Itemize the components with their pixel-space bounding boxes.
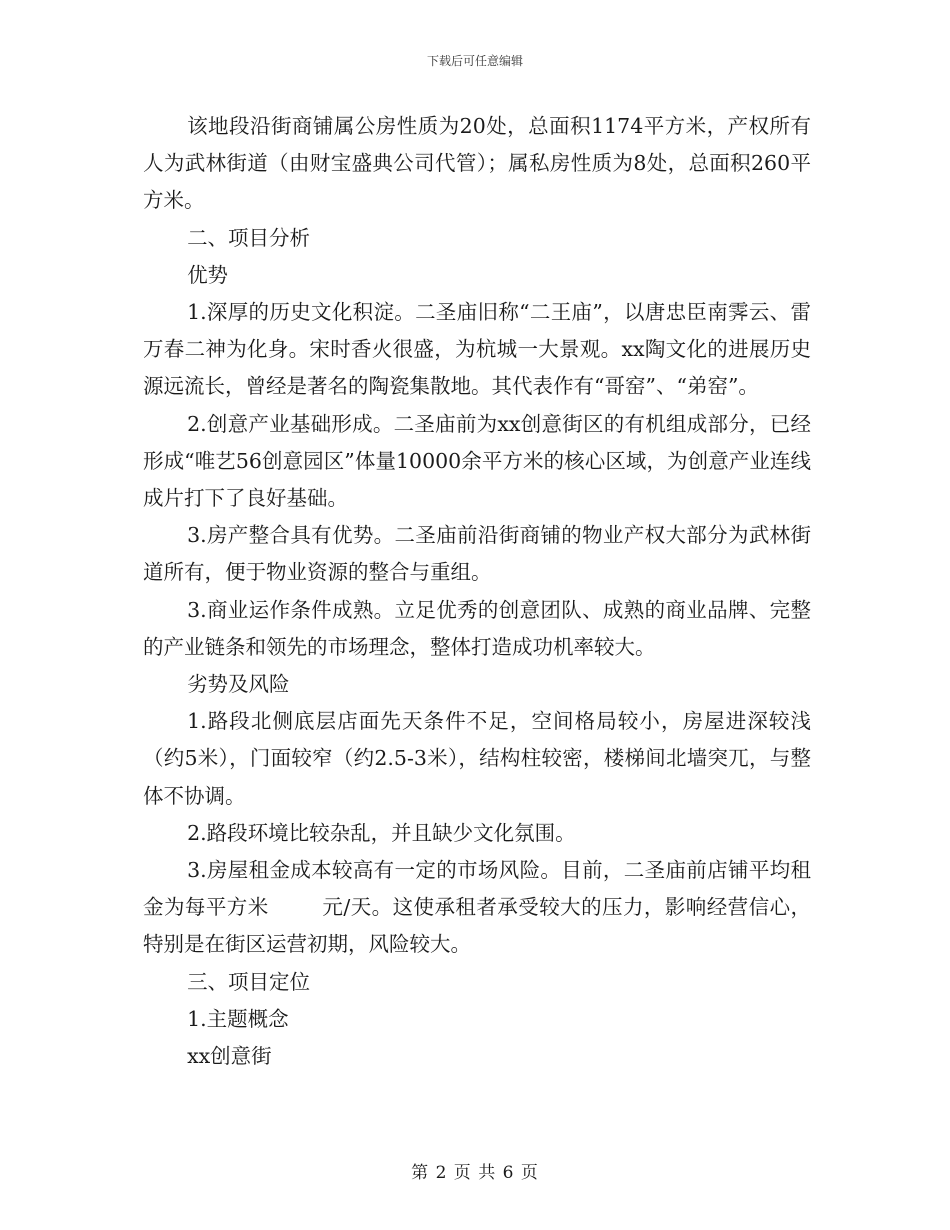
subheading-advantages: 优势: [187, 262, 229, 287]
paragraph-business-conditions: 3.商业运作条件成熟。立足优秀的创意团队、成熟的商业品牌、完整的产业链条和领先的市场理念，整体打造成功机率较大。: [143, 597, 811, 659]
subheading-theme-concept: 1.主题概念: [187, 1006, 289, 1031]
paragraph-property-info: 该地段沿街商铺属公房性质为20处，总面积1174平方米，产权所有人为武林街道（由财宝盛典公司代管）；属私房性质为8处，总面积260平方米。: [143, 114, 811, 213]
document-body: [143, 108, 811, 1075]
paragraph-history-culture: 1.深厚的历史文化积淀。二圣庙旧称“二王庙”，以唐忠臣南霁云、雷万春二神为化身。宋时香火很盛，为杭城一大景观。xx陶文化的进展历史源远流长，曾经是著名的陶瓷集散地。其代表作有“哥窑”、“弟窑”。: [143, 300, 811, 399]
page-footer: 第 2 页 共 6 页: [411, 1163, 539, 1183]
section-heading-positioning: 三、项目定位: [187, 969, 311, 994]
rent-text-before: 3.房屋租金成本较高有一定的市场风险。目前，二圣庙前店铺平均租金为每平方米: [143, 858, 811, 920]
rent-text-after: 元/天。这使承租者承受较大的压力，影响经营信心，特别是在街区运营初期，风险较大。: [143, 895, 812, 957]
paragraph-storefront-conditions: 1.路段北侧底层店面先天条件不足，空间格局较小，房屋进深较浅（约5米），门面较窄（约2.5-3米），结构柱较密，楼梯间北墙突兀，与整体不协调。: [143, 709, 811, 808]
paragraph-street-name: xx创意街: [187, 1044, 272, 1069]
paragraph-property-integration: 3.房产整合具有优势。二圣庙前沿街商铺的物业产权大部分为武林街道所有，便于物业资源的整合与重组。: [143, 523, 811, 585]
paragraph-creative-industry: 2.创意产业基础形成。二圣庙前为xx创意街区的有机组成部分，已经形成“唯艺56创意园区”体量10000余平方米的核心区域，为创意产业连线成片打下了良好基础。: [143, 411, 811, 511]
subheading-risks: 劣势及风险: [187, 672, 290, 697]
paragraph-environment: 2.路段环境比较杂乱，并且缺少文化氛围。: [187, 820, 576, 845]
section-heading-analysis: 二、项目分析: [187, 225, 311, 250]
paragraph-rent-risk: [143, 852, 811, 964]
page-header: 下载后可任意编辑: [426, 54, 523, 68]
